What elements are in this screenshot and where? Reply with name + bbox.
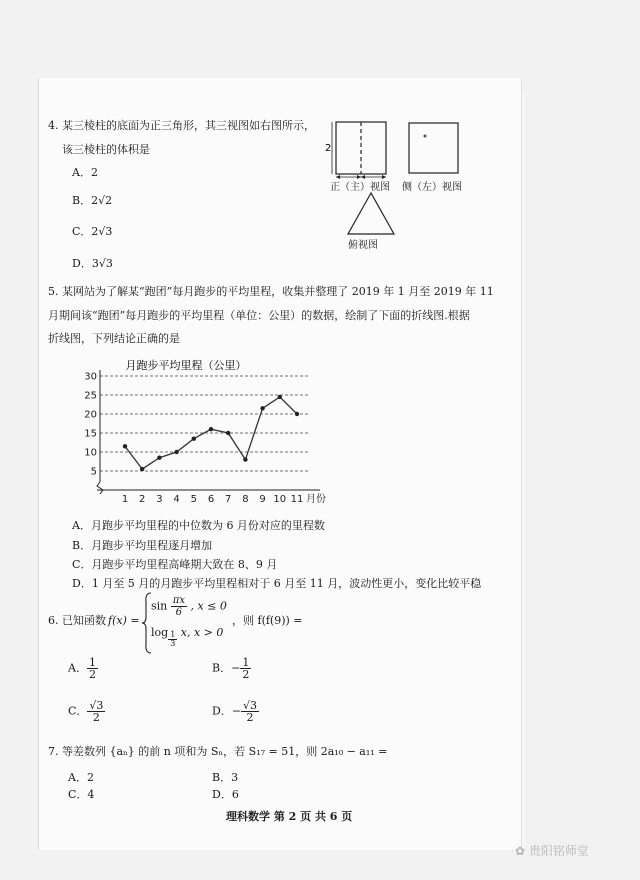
q6-case2-base-den: 3 — [170, 639, 176, 648]
q7-stem: 7. 等差数列 {aₙ} 的前 n 项和为 Sₙ，若 S₁₇ = 51，则 2a₁₀ − a₁₁ = — [48, 745, 388, 758]
q5-option-c: C．月跑步平均里程高峰期大致在 8、9 月 — [72, 558, 278, 571]
q5-stem-line3: 折线图，下列结论正确的是 — [48, 332, 180, 345]
line-chart — [80, 352, 350, 510]
y-tick-label-20: 20 — [84, 409, 97, 421]
x-tick-label-1: 1 — [121, 494, 129, 505]
x-axis-title: 月份 — [306, 494, 326, 505]
q6-case2-cond: x, x > 0 — [180, 626, 224, 639]
data-point-1 — [123, 444, 127, 448]
data-point-2 — [140, 467, 144, 471]
q4-stem-line2: 该三棱柱的体积是 — [62, 143, 150, 156]
data-point-10 — [278, 395, 282, 399]
page-footer: 理科数学 第 2 页 共 6 页 — [226, 810, 353, 823]
q6-case2-expr: log — [151, 626, 169, 639]
y-tick-label-30: 30 — [84, 371, 97, 383]
q7-option-d: D．6 — [212, 788, 239, 801]
data-point-9 — [260, 406, 264, 410]
q7-option-c: C．4 — [68, 788, 95, 801]
q6-case1-num: πx — [172, 595, 185, 606]
q4-option-d: D．3√3 — [72, 257, 113, 270]
q5-stem-line1: 5. 某网站为了解某“跑团”每月跑步的平均里程，收集并整理了 2019 年 1 月至 2019 年 11 — [48, 285, 494, 298]
front-view-label: 正（主）视图 — [330, 182, 390, 193]
q6-case1-den: 6 — [175, 607, 183, 618]
x-tick-label-7: 7 — [225, 494, 232, 505]
data-point-6 — [209, 427, 213, 431]
q6-option-c: C． $\frac{√3}{2}$ — [68, 699, 104, 724]
y-tick-label-5: 5 — [90, 466, 97, 478]
x-tick-label-11: 11 — [290, 494, 304, 505]
q7-option-a: A．2 — [68, 771, 94, 784]
q5-option-a: A．月跑步平均里程的中位数为 6 月份对应的里程数 — [72, 519, 325, 532]
x-tick-label-6: 6 — [207, 494, 215, 505]
x-tick-label-2: 2 — [139, 494, 146, 505]
q6-option-d: D．− $\frac{√3}{2}$ — [212, 699, 258, 724]
q6-case1 — [151, 595, 227, 618]
data-point-8 — [243, 457, 247, 461]
y-tick-label-15: 15 — [84, 428, 97, 440]
x-tick-label-9: 9 — [259, 494, 266, 505]
side-view-rect — [409, 123, 458, 173]
q5-stem-line2: 月期间该“跑团”每月跑步的平均里程（单位：公里）的数据，绘制了下面的折线图.根据 — [48, 309, 470, 322]
chart-title: 月跑步平均里程（公里） — [125, 359, 247, 372]
data-point-3 — [157, 456, 161, 460]
q5-option-d: D．1 月至 5 月的月跑步平均里程相对于 6 月至 11 月，波动性更小，变化比较平稳 — [72, 577, 482, 590]
top-view-label: 俯视图 — [348, 240, 378, 251]
q4-stem-line1: 4. 某三棱柱的底面为正三角形，其三视图如右图所示， — [48, 119, 315, 132]
q4-option-b: B．2√2 — [72, 194, 113, 207]
data-point-4 — [174, 450, 178, 454]
q5-option-b: B．月跑步平均里程逐月增加 — [72, 539, 213, 552]
q4-option-a: A．2 — [72, 166, 98, 179]
q7-option-b: B．3 — [212, 771, 239, 784]
q6-option-b: B．− $\frac{1}{2}$ — [212, 656, 250, 681]
x-tick-label-5: 5 — [190, 494, 197, 505]
q4-option-c: C．2√3 — [72, 225, 113, 238]
data-point-5 — [192, 437, 196, 441]
q6-case1-expr: sin — [151, 599, 168, 613]
q6-function-name: f(x) = — [108, 614, 140, 627]
wechat-icon: ✿ — [515, 844, 526, 858]
q6-case2 — [151, 626, 223, 648]
q6-option-a: A． $\frac{1}{2}$ — [68, 656, 96, 681]
x-tick-label-3: 3 — [156, 494, 163, 505]
top-view-triangle — [348, 193, 394, 234]
watermark — [515, 842, 589, 859]
data-point-7 — [226, 431, 230, 435]
q6-prefix: 6. 已知函数 — [48, 614, 106, 627]
q6-case1-cond: , x ≤ 0 — [190, 599, 227, 613]
watermark-text: 贵阳铭师堂 — [528, 844, 589, 858]
q6-question: ，则 f(f(9)) = — [232, 614, 303, 627]
q6-case2-base-num: 1 — [170, 630, 176, 639]
y-tick-label-10: 10 — [84, 447, 97, 459]
x-tick-label-10: 10 — [273, 494, 287, 505]
side-view-label: 侧（左）视图 — [402, 182, 462, 193]
dimension-label: 2 — [325, 143, 332, 154]
x-tick-label-8: 8 — [242, 494, 249, 505]
x-tick-label-4: 4 — [173, 494, 180, 505]
data-point-11 — [295, 412, 299, 416]
y-tick-label-25: 25 — [84, 390, 97, 402]
y-axis-break — [97, 482, 103, 494]
